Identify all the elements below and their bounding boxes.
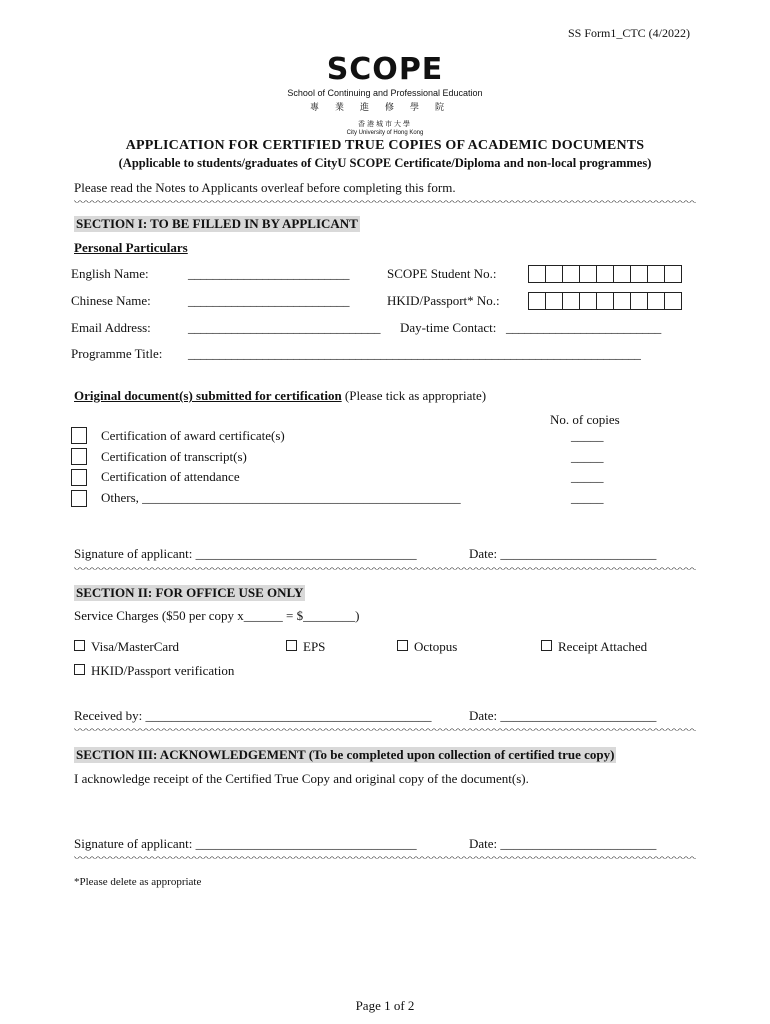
applicant-date-field[interactable]: Date: ________________________ xyxy=(469,546,657,561)
eps-option[interactable] xyxy=(286,639,325,655)
section-2-heading: SECTION II: FOR OFFICE USE ONLY xyxy=(76,585,304,600)
instruction-note: Please read the Notes to Applicants overleaf before completing this form. xyxy=(74,180,456,195)
english-name-field[interactable]: __________________________ xyxy=(188,266,350,281)
email-label: Email Address: xyxy=(71,320,151,335)
logo-university-en: City University of Hong Kong xyxy=(346,130,424,136)
hkid-label: HKID/Passport* No.: xyxy=(387,293,500,308)
option-label: Receipt Attached xyxy=(558,639,648,654)
student-no-boxes[interactable] xyxy=(528,265,682,283)
programme-title-label: Programme Title: xyxy=(71,346,163,361)
copies-column-label: No. of copies xyxy=(550,412,620,427)
copies-field[interactable]: _____ xyxy=(571,449,604,464)
copies-field[interactable]: _____ xyxy=(571,490,604,505)
daytime-contact-label: Day-time Contact: xyxy=(400,320,497,335)
checkbox-icon[interactable] xyxy=(286,640,297,651)
transcript-checkbox[interactable] xyxy=(71,448,87,465)
acknowledgement-text: I acknowledge receipt of the Certified True Copy and original copy of the document(s). xyxy=(74,771,529,786)
copies-field[interactable]: _____ xyxy=(571,428,604,443)
form-title: APPLICATION FOR CERTIFIED TRUE COPIES OF ACADEMIC DOCUMENTS xyxy=(125,138,645,153)
documents-heading: Original document(s) submitted for certification xyxy=(74,388,342,403)
chinese-name-label: Chinese Name: xyxy=(71,293,151,308)
scope-logo xyxy=(0,54,770,136)
email-field[interactable]: _______________________________ xyxy=(188,320,381,335)
logo-school-name: School of Continuing and Professional Education xyxy=(287,88,483,98)
collection-signature-field[interactable]: Signature of applicant: __________________________________ xyxy=(74,836,417,851)
student-no-label: SCOPE Student No.: xyxy=(387,266,497,281)
divider xyxy=(74,200,696,206)
divider xyxy=(74,728,696,734)
others-checkbox[interactable] xyxy=(71,490,87,507)
hkid-verification-option[interactable] xyxy=(74,663,234,679)
received-by-field[interactable]: Received by: ____________________________________________ xyxy=(74,708,432,723)
divider xyxy=(74,567,696,573)
form-subtitle: (Applicable to students/graduates of CityU SCOPE Certificate/Diploma and non-local programmes) xyxy=(118,156,652,170)
award-certificate-checkbox[interactable] xyxy=(71,427,87,444)
option-label: Octopus xyxy=(414,639,458,654)
daytime-contact-field[interactable]: _________________________ xyxy=(506,320,662,335)
english-name-label: English Name: xyxy=(71,266,149,281)
chinese-name-field[interactable]: __________________________ xyxy=(188,293,350,308)
visa-mastercard-option[interactable] xyxy=(74,639,179,655)
copies-field[interactable]: _____ xyxy=(571,469,604,484)
hkid-boxes[interactable] xyxy=(528,292,682,310)
checkbox-icon[interactable] xyxy=(74,664,85,675)
checkbox-icon[interactable] xyxy=(74,640,85,651)
footnote: *Please delete as appropriate xyxy=(74,876,202,888)
logo-school-name-cn: 專業進修學院 xyxy=(309,103,460,113)
option-label: HKID/Passport verification xyxy=(91,663,235,678)
document-option-label: Certification of award certificate(s) xyxy=(101,428,285,443)
checkbox-icon[interactable] xyxy=(397,640,408,651)
section-3-heading: SECTION III: ACKNOWLEDGEMENT (To be completed upon collection of certified true copy) xyxy=(76,747,615,762)
applicant-signature-field[interactable]: Signature of applicant: __________________________________ xyxy=(74,546,417,561)
document-option-label: Certification of transcript(s) xyxy=(101,449,247,464)
office-date-field[interactable]: Date: ________________________ xyxy=(469,708,657,723)
document-option-label[interactable]: Others, _________________________________________________ xyxy=(101,490,461,505)
documents-heading-row xyxy=(74,388,486,404)
documents-hint: (Please tick as appropriate) xyxy=(344,388,487,403)
logo-university-cn: 香港城市大學 xyxy=(358,120,412,128)
section-1-heading: SECTION I: TO BE FILLED IN BY APPLICANT xyxy=(76,216,358,231)
document-option-label: Certification of attendance xyxy=(101,469,240,484)
collection-date-field[interactable]: Date: ________________________ xyxy=(469,836,657,851)
receipt-attached-option[interactable] xyxy=(541,639,647,655)
personal-particulars-heading: Personal Particulars xyxy=(74,240,188,255)
attendance-checkbox[interactable] xyxy=(71,469,87,486)
option-label: Visa/MasterCard xyxy=(91,639,180,654)
logo-wordmark: SCOPE xyxy=(326,52,444,87)
option-label: EPS xyxy=(303,639,326,654)
octopus-option[interactable] xyxy=(397,639,457,655)
divider xyxy=(74,856,696,862)
checkbox-icon[interactable] xyxy=(541,640,552,651)
programme-title-field[interactable]: _________________________________________________________________________ xyxy=(188,346,641,361)
form-code: SS Form1_CTC (4/2022) xyxy=(567,26,690,40)
page-number: Page 1 of 2 xyxy=(355,998,415,1013)
service-charges-field[interactable]: Service Charges ($50 per copy x______ = $________) xyxy=(74,608,360,623)
